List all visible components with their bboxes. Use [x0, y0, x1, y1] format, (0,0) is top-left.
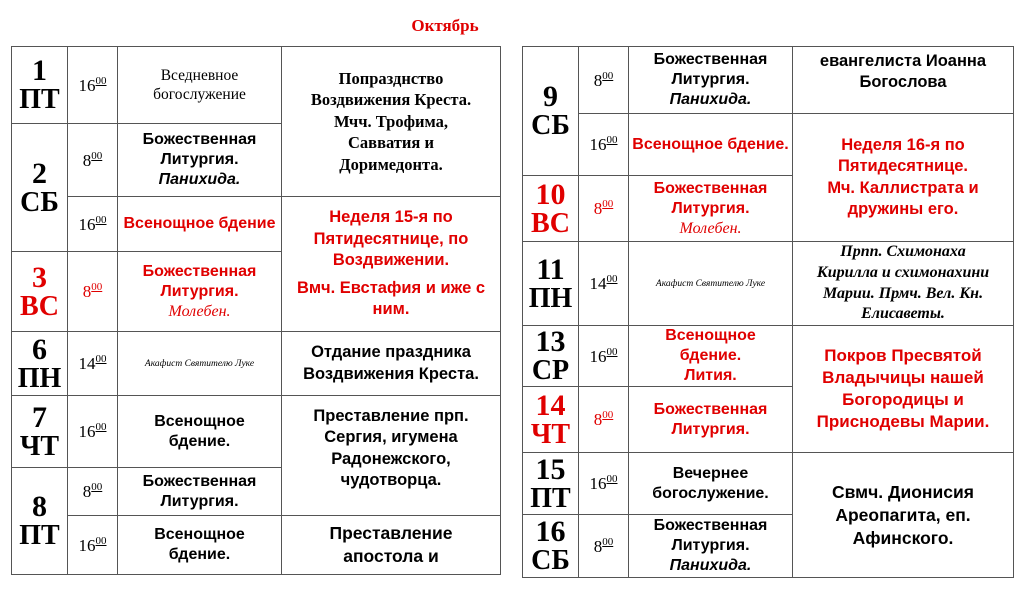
feast-cell: евангелиста Иоанна Богослова: [793, 47, 1014, 114]
feast-cell: Преставление прп. Сергия, игумена Радонежского, чудотворца.: [282, 396, 501, 516]
day-cell: [523, 515, 579, 578]
day-cell: [12, 124, 68, 252]
time-cell: $8^{00}$: [68, 468, 118, 516]
feast-cell: Покров Пресвятой Владычицы нашей Богородицы и Приснодевы Марии.: [793, 326, 1014, 453]
day-of-week: ЧТ: [530, 418, 571, 450]
time-cell: $8^{00}$: [68, 252, 118, 332]
service-cell: Божественная Литургия. Молебен.: [629, 176, 793, 242]
day-cell: [12, 396, 68, 468]
feast-cell: Прпп. Схимонаха Кирилла и схимонахини Марии. Прмч. Вел. Кн. Елисаветы.: [793, 242, 1014, 326]
time-cell: $8^{00}$: [579, 176, 629, 242]
day-cell: [523, 176, 579, 242]
service-cell: Всенощное бдение. Лития.: [629, 326, 793, 387]
service-cell: Всенощное бдение.: [118, 516, 282, 575]
time-cell: $8^{00}$: [68, 124, 118, 197]
day-number: 11: [536, 252, 565, 286]
service-cell: Божественная Литургия.: [118, 468, 282, 516]
service-cell: Божественная Литургия. Молебен.: [118, 252, 282, 332]
time-cell: $8^{00}$: [579, 515, 629, 578]
time-cell: $14^{00}$: [68, 332, 118, 396]
day-of-week: ПТ: [19, 520, 60, 551]
day-of-week: ВС: [20, 290, 59, 322]
day-of-week: СБ: [531, 545, 570, 577]
time-cell: $8^{00}$: [579, 387, 629, 453]
schedule-table-right: [522, 46, 1014, 578]
time-cell: $14^{00}$: [579, 242, 629, 326]
day-number: 8: [32, 490, 47, 523]
day-cell: [523, 326, 579, 387]
day-of-week: СБ: [20, 186, 59, 218]
day-number: 9: [543, 80, 558, 113]
day-number: 14: [535, 388, 566, 422]
day-cell: [12, 332, 68, 396]
day-cell: [523, 453, 579, 515]
day-cell: [523, 387, 579, 453]
time-cell: $16^{00}$: [68, 396, 118, 468]
day-of-week: ПН: [528, 282, 573, 314]
day-cell: [12, 47, 68, 124]
service-cell: Божественная Литургия.: [629, 387, 793, 453]
feast-cell: Преставление апостола и: [282, 516, 501, 575]
service-cell: Всенощное бдение: [118, 197, 282, 252]
day-cell: [523, 47, 579, 176]
service-cell: Всенощное бдение.: [118, 396, 282, 468]
time-cell: $16^{00}$: [579, 326, 629, 387]
service-cell: Акафист Святителю Луке: [118, 332, 282, 396]
service-cell: Акафист Святителю Луке: [629, 242, 793, 326]
day-number: 13: [535, 325, 566, 359]
day-number: 10: [535, 177, 566, 211]
day-of-week: ВС: [531, 207, 570, 239]
day-of-week: ПТ: [19, 84, 60, 115]
service-cell: Вседневное богослужение: [118, 47, 282, 124]
service-cell: Божественная Литургия. Панихида.: [629, 47, 793, 114]
time-cell: $16^{00}$: [579, 453, 629, 515]
feast-cell: Свмч. Дионисия Ареопагита, еп. Афинского.: [793, 453, 1014, 578]
day-number: 15: [535, 452, 566, 486]
schedule-table-left: [11, 46, 501, 575]
feast-cell: Неделя 15-я по Пятидесятнице, по Воздвижении. Вмч. Евстафия и иже с ним.: [282, 197, 501, 332]
day-of-week: ЧТ: [19, 430, 60, 462]
day-number: 3: [32, 260, 47, 294]
day-of-week: ПН: [17, 362, 62, 394]
day-number: 7: [32, 400, 47, 434]
time-cell: $16^{00}$: [68, 197, 118, 252]
feast-cell: Неделя 16-я по Пятидесятнице. Мч. Каллистрата и дружины его.: [793, 114, 1014, 242]
day-number: 2: [32, 156, 47, 190]
day-of-week: ПТ: [530, 482, 571, 514]
day-cell: [523, 242, 579, 326]
service-cell: Всенощное бдение.: [629, 114, 793, 176]
day-of-week: СБ: [531, 110, 570, 141]
time-cell: $8^{00}$: [579, 47, 629, 114]
feast-cell: Попразднство Воздвижения Креста. Мчч. Трофима, Савватия и Доримедонта.: [282, 47, 501, 197]
time-cell: $16^{00}$: [68, 516, 118, 575]
service-cell: Вечернее богослужение.: [629, 453, 793, 515]
feast-cell: Отдание праздника Воздвижения Креста.: [282, 332, 501, 396]
time-cell: $16^{00}$: [579, 114, 629, 176]
day-cell: [12, 252, 68, 332]
day-number: 1: [32, 54, 47, 87]
page-title: Октябрь: [411, 16, 479, 35]
day-number: 6: [32, 332, 47, 366]
service-cell: Божественная Литургия. Панихида.: [118, 124, 282, 197]
day-of-week: СР: [531, 355, 570, 387]
service-cell: Божественная Литургия. Панихида.: [629, 515, 793, 578]
day-number: 16: [535, 515, 566, 549]
time-cell: $16^{00}$: [68, 47, 118, 124]
day-cell: [12, 468, 68, 575]
